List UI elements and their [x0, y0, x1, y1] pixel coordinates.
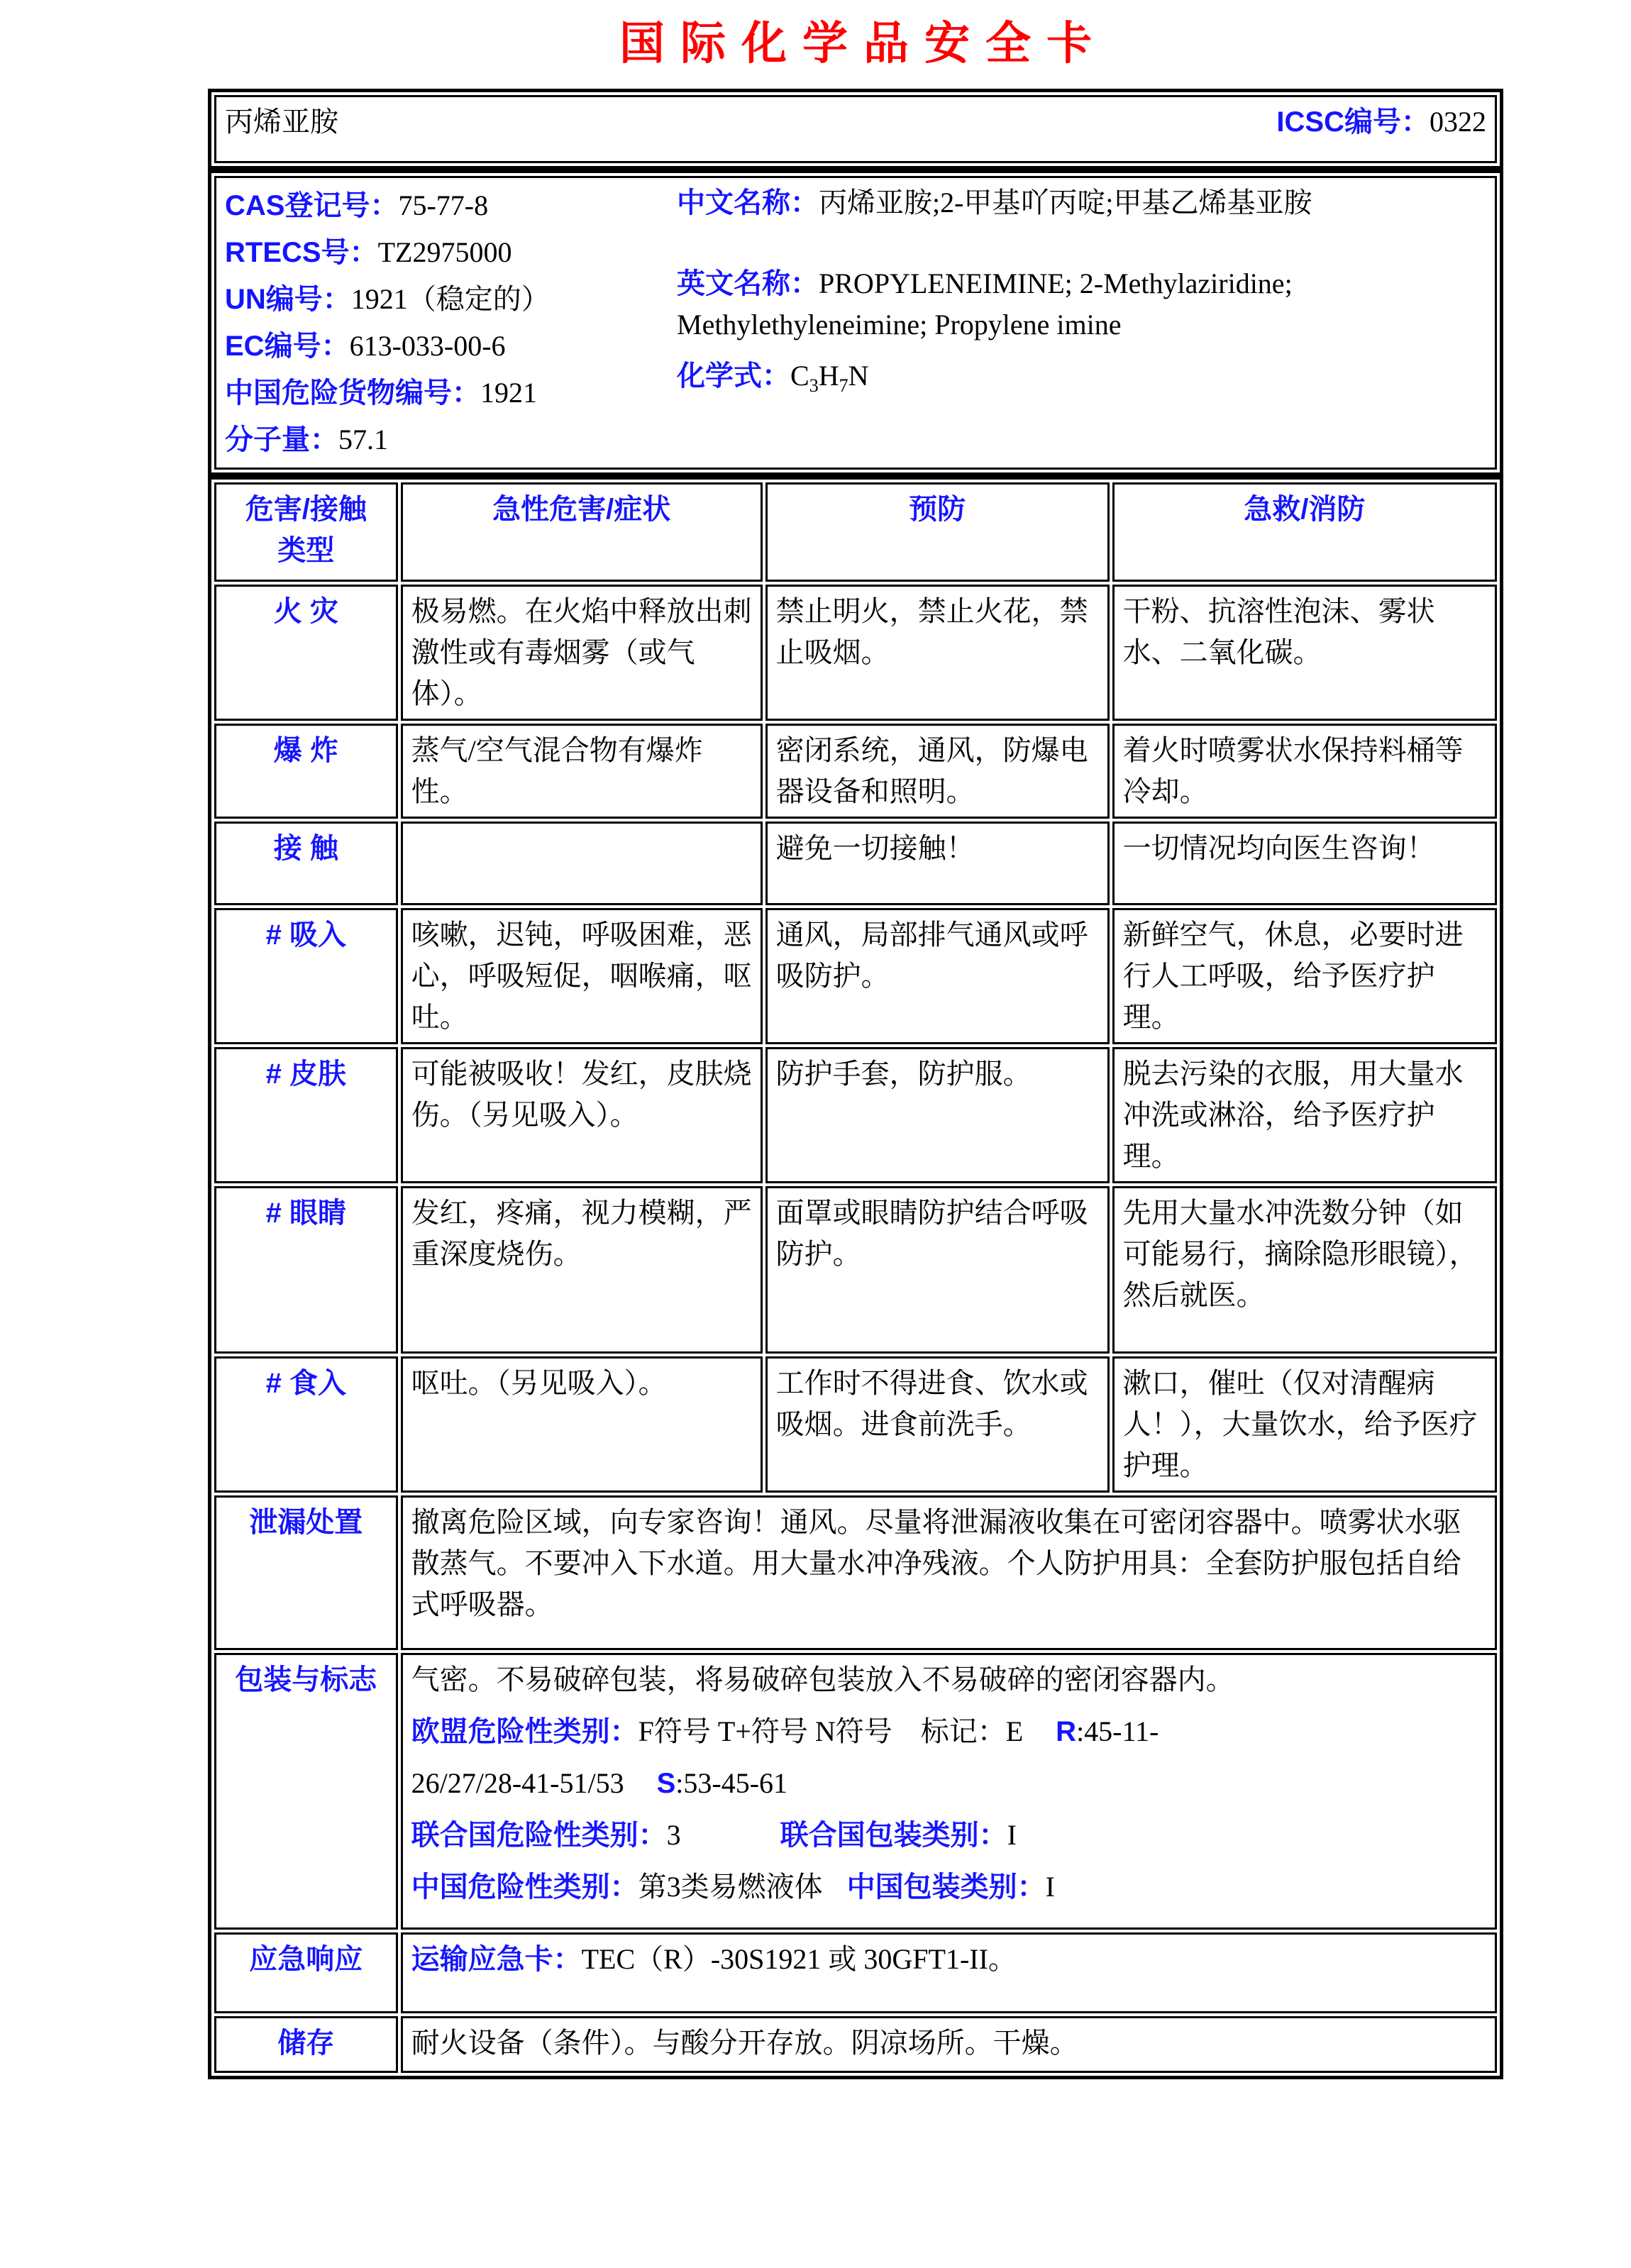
row-spill-text: 撤离危险区域，向专家咨询！通风。尽量将泄漏液收集在可密闭容器中。喷雾状水驱散蒸气。不要冲入下水道。用大量水冲净残液。个人防护用具：全套防护服包括自给式呼吸器。: [401, 1495, 1497, 1650]
row-spill-label: 泄漏处置: [214, 1495, 398, 1650]
row-ingestion-prevention: 工作时不得进食、饮水或吸烟。进食前洗手。: [765, 1356, 1110, 1493]
info-cell: [214, 176, 1497, 470]
row-fire-prevention: 禁止明火，禁止火花，禁止吸烟。: [765, 585, 1110, 721]
english-name-value: PROPYLENEIMINE; 2-Methylaziridine; Methylethyleneimine; Propylene imine: [677, 267, 1293, 341]
chemical-name: 丙烯亚胺: [225, 106, 338, 138]
r-phrases-label: R: [1056, 1716, 1077, 1748]
col-header-symptoms: 急性危害/症状: [401, 482, 763, 582]
chinese-name-label: 中文名称：: [677, 187, 819, 219]
header-row: [214, 95, 1497, 163]
ec-number-value: 613-033-00-6: [349, 330, 506, 363]
row-eyes-response: 先用大量水冲洗数分钟（如可能易行，摘除隐形眼镜），然后就医。: [1112, 1186, 1497, 1354]
mol-weight-line: [225, 416, 677, 463]
page-title: 国际化学品安全卡: [619, 18, 1107, 69]
col-header-prevention: 预防: [765, 482, 1110, 582]
ec-number-label: EC编号：: [225, 331, 350, 363]
header-table: [208, 89, 1503, 170]
row-explosion: [214, 724, 1497, 819]
un-number-line: [225, 276, 677, 323]
mol-weight-label: 分子量：: [225, 424, 338, 456]
un-number-label: UN编号：: [225, 284, 351, 316]
row-emergency-content: [401, 1932, 1497, 2013]
row-storage-text: 耐火设备（条件）。与酸分开存放。阴凉场所。干燥。: [401, 2016, 1497, 2073]
cas-number-line: [225, 182, 677, 229]
icsc-number-label: ICSC编号：: [1276, 106, 1430, 138]
row-inhalation-label: # 吸入: [214, 908, 398, 1044]
hazard-table: [208, 476, 1503, 2079]
row-eyes-symptoms: 发红，疼痛，视力模糊，严重深度烧伤。: [401, 1186, 763, 1354]
chinese-name-line: [677, 182, 1486, 223]
chemical-names: [677, 182, 1486, 463]
ec-number-line: [225, 323, 677, 370]
english-name-line: [677, 263, 1486, 345]
hazard-header-row: [214, 482, 1497, 582]
row-inhalation-symptoms: 咳嗽，迟钝，呼吸困难，恶心，呼吸短促，咽喉痛，呕吐。: [401, 908, 763, 1044]
row-emergency-label: 应急响应: [214, 1932, 398, 2013]
un-pack-group-label: 联合国包装类别：: [780, 1820, 1007, 1852]
rtecs-number-value: TZ2975000: [377, 236, 512, 269]
transport-card-label: 运输应急卡：: [411, 1944, 582, 1976]
s-phrases-value: :53-45-61: [675, 1767, 788, 1800]
rtecs-number-label: RTECS号：: [225, 237, 378, 269]
formula-line: [677, 355, 1486, 397]
row-inhalation-prevention: 通风，局部排气通风或呼吸防护。: [765, 908, 1110, 1044]
row-contact-symptoms: [401, 822, 763, 905]
row-fire-label: 火 灾: [214, 585, 398, 721]
eu-hazard-class-label: 欧盟危险性类别：: [411, 1716, 638, 1748]
mol-weight-value: 57.1: [338, 424, 388, 456]
transport-card-value: TEC（R）-30S1921 或 30GFT1-II。: [581, 1943, 1017, 1976]
row-emergency: [214, 1932, 1497, 2013]
china-dg-number-line: [225, 370, 677, 416]
row-skin-label: # 皮肤: [214, 1047, 398, 1183]
row-storage-label: 储存: [214, 2016, 398, 2073]
un-class-line: [411, 1815, 1486, 1856]
china-dg-number-value: 1921: [480, 377, 537, 409]
row-skin-prevention: 防护手套，防护服。: [765, 1047, 1110, 1183]
packaging-general: 气密。不易破碎包装，将易破碎包装放入不易破碎的密闭容器内。: [411, 1664, 1234, 1696]
info-row: [214, 176, 1497, 470]
row-fire-response: 干粉、抗溶性泡沫、雾状水、二氧化碳。: [1112, 585, 1497, 721]
cas-number-value: 75-77-8: [398, 189, 489, 222]
eu-hazard-class-value: F符号 T+符号 N符号 标记：E: [638, 1715, 1024, 1748]
english-name-label: 英文名称：: [677, 268, 819, 300]
row-ingestion: [214, 1356, 1497, 1493]
cn-pack-group-label: 中国包装类别：: [846, 1871, 1046, 1903]
row-explosion-label: 爆 炸: [214, 724, 398, 819]
col-header-response: 急救/消防: [1112, 482, 1497, 582]
r-phrases-part1: :45-11-: [1076, 1715, 1159, 1748]
row-eyes: [214, 1186, 1497, 1354]
r-phrases-part2: 26/27/28-41-51/53: [411, 1767, 624, 1800]
icsc-number-value: 0322: [1430, 106, 1486, 138]
row-spill: [214, 1495, 1497, 1650]
row-skin-symptoms: 可能被吸收！发红，皮肤烧伤。（另见吸入）。: [401, 1047, 763, 1183]
formula-label: 化学式：: [677, 360, 790, 392]
row-contact-label: 接 触: [214, 822, 398, 905]
eu-hazard-class-line: [411, 1711, 1486, 1752]
registry-numbers: [225, 182, 677, 463]
col-header-type: 危害/接触 类型: [214, 482, 398, 582]
info-table: [208, 170, 1503, 476]
icsc-card: [208, 20, 1503, 2079]
row-explosion-response: 着火时喷雾状水保持料桶等冷却。: [1112, 724, 1497, 819]
row-skin-response: 脱去污染的衣服，用大量水冲洗或淋浴，给予医疗护理。: [1112, 1047, 1497, 1183]
cn-hazard-class-label: 中国危险性类别：: [411, 1871, 638, 1903]
cn-class-line: [411, 1866, 1486, 1908]
cn-hazard-class-value: 第3类易燃液体: [638, 1871, 823, 1903]
s-phrases-label: S: [656, 1768, 676, 1800]
row-packaging: [214, 1653, 1497, 1930]
row-explosion-prevention: 密闭系统，通风，防爆电器设备和照明。: [765, 724, 1110, 819]
cas-number-label: CAS登记号：: [225, 190, 399, 222]
row-contact-prevention: 避免一切接触！: [765, 822, 1110, 905]
chinese-name-value: 丙烯亚胺;2-甲基吖丙啶;甲基乙烯基亚胺: [819, 187, 1312, 219]
un-number-value: 1921（稳定的）: [350, 283, 550, 316]
row-contact-response: 一切情况均向医生咨询！: [1112, 822, 1497, 905]
icsc-number: [1276, 101, 1486, 143]
un-hazard-class-label: 联合国危险性类别：: [411, 1820, 667, 1852]
un-pack-group-value: I: [1007, 1819, 1017, 1852]
rtecs-number-line: [225, 229, 677, 276]
row-skin: [214, 1047, 1497, 1183]
row-inhalation: [214, 908, 1497, 1044]
un-hazard-class-value: 3: [666, 1819, 681, 1852]
row-ingestion-symptoms: 呕吐。（另见吸入）。: [401, 1356, 763, 1493]
row-storage: [214, 2016, 1497, 2073]
header-cell: [214, 95, 1497, 163]
row-eyes-prevention: 面罩或眼睛防护结合呼吸防护。: [765, 1186, 1110, 1354]
row-contact: [214, 822, 1497, 905]
row-ingestion-label: # 食入: [214, 1356, 398, 1493]
formula-value: $C_3H_7N$: [790, 360, 869, 397]
row-packaging-label: 包装与标志: [214, 1653, 398, 1930]
row-eyes-label: # 眼睛: [214, 1186, 398, 1354]
row-ingestion-response: 漱口，催吐（仅对清醒病人！），大量饮水，给予医疗护理。: [1112, 1356, 1497, 1493]
row-fire-symptoms: 极易燃。在火焰中释放出刺激性或有毒烟雾（或气体）。: [401, 585, 763, 721]
cn-pack-group-value: I: [1045, 1871, 1055, 1903]
china-dg-number-label: 中国危险货物编号：: [225, 377, 480, 409]
row-inhalation-response: 新鲜空气，休息，必要时进行人工呼吸，给予医疗护理。: [1112, 908, 1497, 1044]
row-explosion-symptoms: 蒸气/空气混合物有爆炸性。: [401, 724, 763, 819]
row-fire: [214, 585, 1497, 721]
row-packaging-content: [401, 1653, 1497, 1930]
r-s-phrases-line: [411, 1763, 1486, 1804]
